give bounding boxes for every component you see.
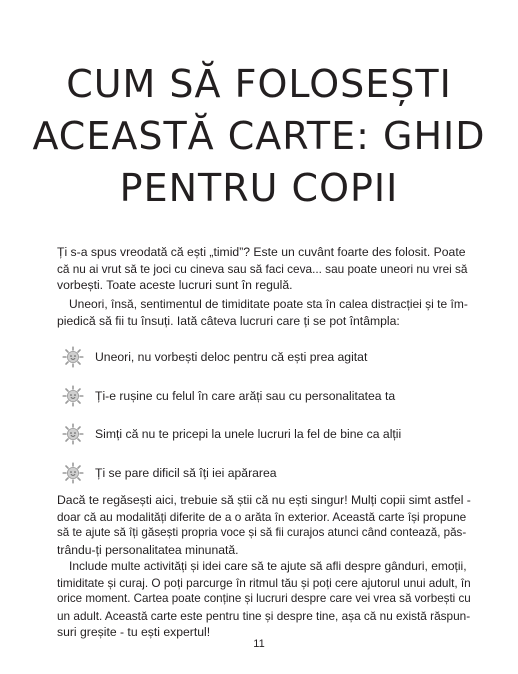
text-line: trându-ți personalitatea minunată. (57, 542, 239, 557)
text-line: Dacă te regăsești aici, trebuie să știi că nu ești singur! Mulți copii simt astfel - (57, 493, 471, 507)
sun-face-icon (62, 385, 84, 407)
page-number: 11 (253, 638, 265, 650)
text-line: că nu ai vrut să te joci cu cineva sau să faci ceva... sau poate uneori nu vrei să (57, 261, 468, 276)
title-line: ACEASTĂ CARTE: GHID (32, 114, 486, 158)
text-line: piedică să fii tu însuți. Iată câteva lucruri care ți se pot întâmpla: (57, 313, 400, 328)
text-line: un adult. Această carte este pentru tine și despre tine, așa că nu există răspun- (57, 608, 471, 623)
bullet-text: Uneori, nu vorbești deloc pentru că ești prea agitat (95, 350, 368, 364)
title-line: PENTRU COPII (119, 166, 399, 210)
bullet-text: Ți-e rușine cu felul în care arăți sau cu personalitatea ta (95, 388, 396, 403)
body-paragraph-2 (57, 558, 471, 641)
list-item (62, 423, 482, 445)
sun-face-icon (62, 423, 84, 445)
sun-face-icon (62, 462, 84, 484)
text-line: Uneori, însă, sentimentul de timiditate poate sta în calea distracției și te îm- (69, 297, 468, 311)
intro-paragraph (57, 244, 471, 294)
body-paragraph-1 (57, 492, 471, 558)
text-line: orice moment. Cartea poate conține și lucruri despre care vei vrea să vorbești cu (57, 592, 471, 605)
sun-face-icon (62, 346, 84, 368)
page-title (0, 58, 518, 214)
bullet-list (62, 346, 482, 501)
text-line: suri greșite - tu ești expertul! (57, 625, 211, 639)
text-line: timiditate și curaj. O poți parcurge în ritmul tău și poți cere ajutorul unui adult, în (57, 575, 471, 590)
bullet-text: Ți se pare dificil să îți iei apărarea (95, 466, 277, 481)
title-line: CUM SĂ FOLOSEȘTI (66, 62, 452, 106)
intro-paragraph-2 (57, 296, 471, 329)
text-line: doar că au modalități diferite de a o arăta în exterior. Această carte își propune (57, 509, 467, 524)
list-item (62, 346, 482, 368)
list-item (62, 385, 482, 407)
list-item (62, 462, 482, 484)
text-line: vorbești. Toate aceste lucruri sunt în regulă. (57, 278, 293, 292)
text-line: Ți s-a spus vreodată că ești „timid”? Este un cuvânt foarte des folosit. Poate (57, 245, 466, 259)
text-line: Include multe activități și idei care să te ajute să afli despre gânduri, emoții, (69, 559, 467, 573)
text-line: să te ajute să îți găsești propria voce și să fii curajos atunci când contează, păs- (57, 526, 467, 539)
bullet-text: Simți că nu te pricepi la unele lucruri la fel de bine ca alții (95, 427, 402, 442)
